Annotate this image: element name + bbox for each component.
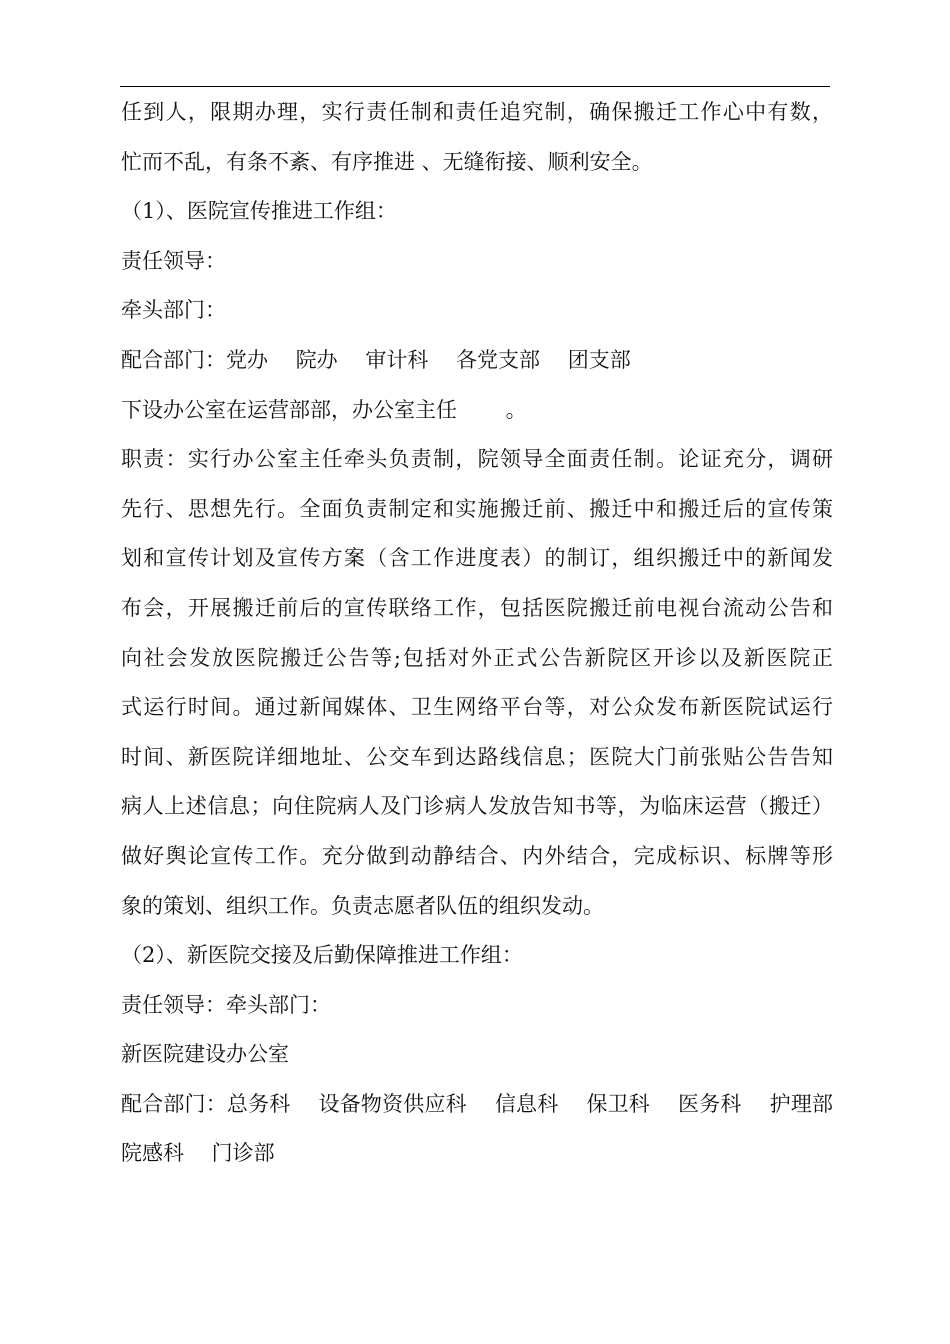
text-line: 病人上述信息；向住院病人及门诊病人发放告知书等，为临床运营（搬迁） [121, 794, 833, 819]
text-line: 新医院建设办公室 [121, 1042, 289, 1067]
text-line: 责任领导： [121, 248, 226, 273]
text-line: 象的策划、组织工作。负责志愿者队伍的组织发动。 [121, 893, 604, 918]
text-line: 时间、新医院详细地址、公交车到达路线信息；医院大门前张贴公告告知 [121, 744, 833, 769]
text-line: 先行、思想先行。全面负责制定和实施搬迁前、搬迁中和搬迁后的宣传策 [121, 496, 833, 521]
text-line: 向社会发放医院搬迁公告等;包括对外正式公告新院区开诊以及新医院正 [121, 645, 833, 670]
text-line: 下设办公室在运营部部，办公室主任 。 [121, 397, 527, 422]
text-line: 式运行时间。通过新闻媒体、卫生网络平台等，对公众发布新医院试运行 [121, 695, 833, 720]
header-rule [120, 86, 830, 87]
document-body [121, 88, 833, 1179]
text-line: 院感科 门诊部 [121, 1141, 275, 1166]
text-line: 任到人，限期办理，实行责任制和责任追究制，确保搬迁工作心中有数， [121, 100, 833, 124]
section-heading: （2）、新医院交接及后勤保障推进工作组： [121, 943, 523, 968]
text-line: 做好舆论宣传工作。充分做到动静结合、内外结合，完成标识、标牌等形 [121, 843, 833, 868]
text-line: 划和宣传计划及宣传方案（含工作进度表）的制订，组织搬迁中的新闻发 [121, 546, 833, 571]
text-line: 布会，开展搬迁前后的宣传联络工作，包括医院搬迁前电视台流动公告和 [121, 595, 833, 620]
section-heading: （1）、医院宣传推进工作组： [121, 199, 397, 224]
text-line: 配合部门：总务科 设备物资供应科 信息科 保卫科 医务科 护理部 [121, 1091, 833, 1116]
text-line: 职责：实行办公室主任牵头负责制，院领导全面责任制。论证充分，调研 [121, 447, 833, 472]
text-line: 责任领导：牵头部门： [121, 992, 331, 1017]
text-line: 牵头部门： [121, 298, 226, 323]
text-line: 忙而不乱，有条不紊、有序推进 、无缝衔接、顺利安全。 [121, 149, 653, 174]
text-line: 配合部门：党办 院办 审计科 各党支部 团支部 [121, 347, 631, 372]
